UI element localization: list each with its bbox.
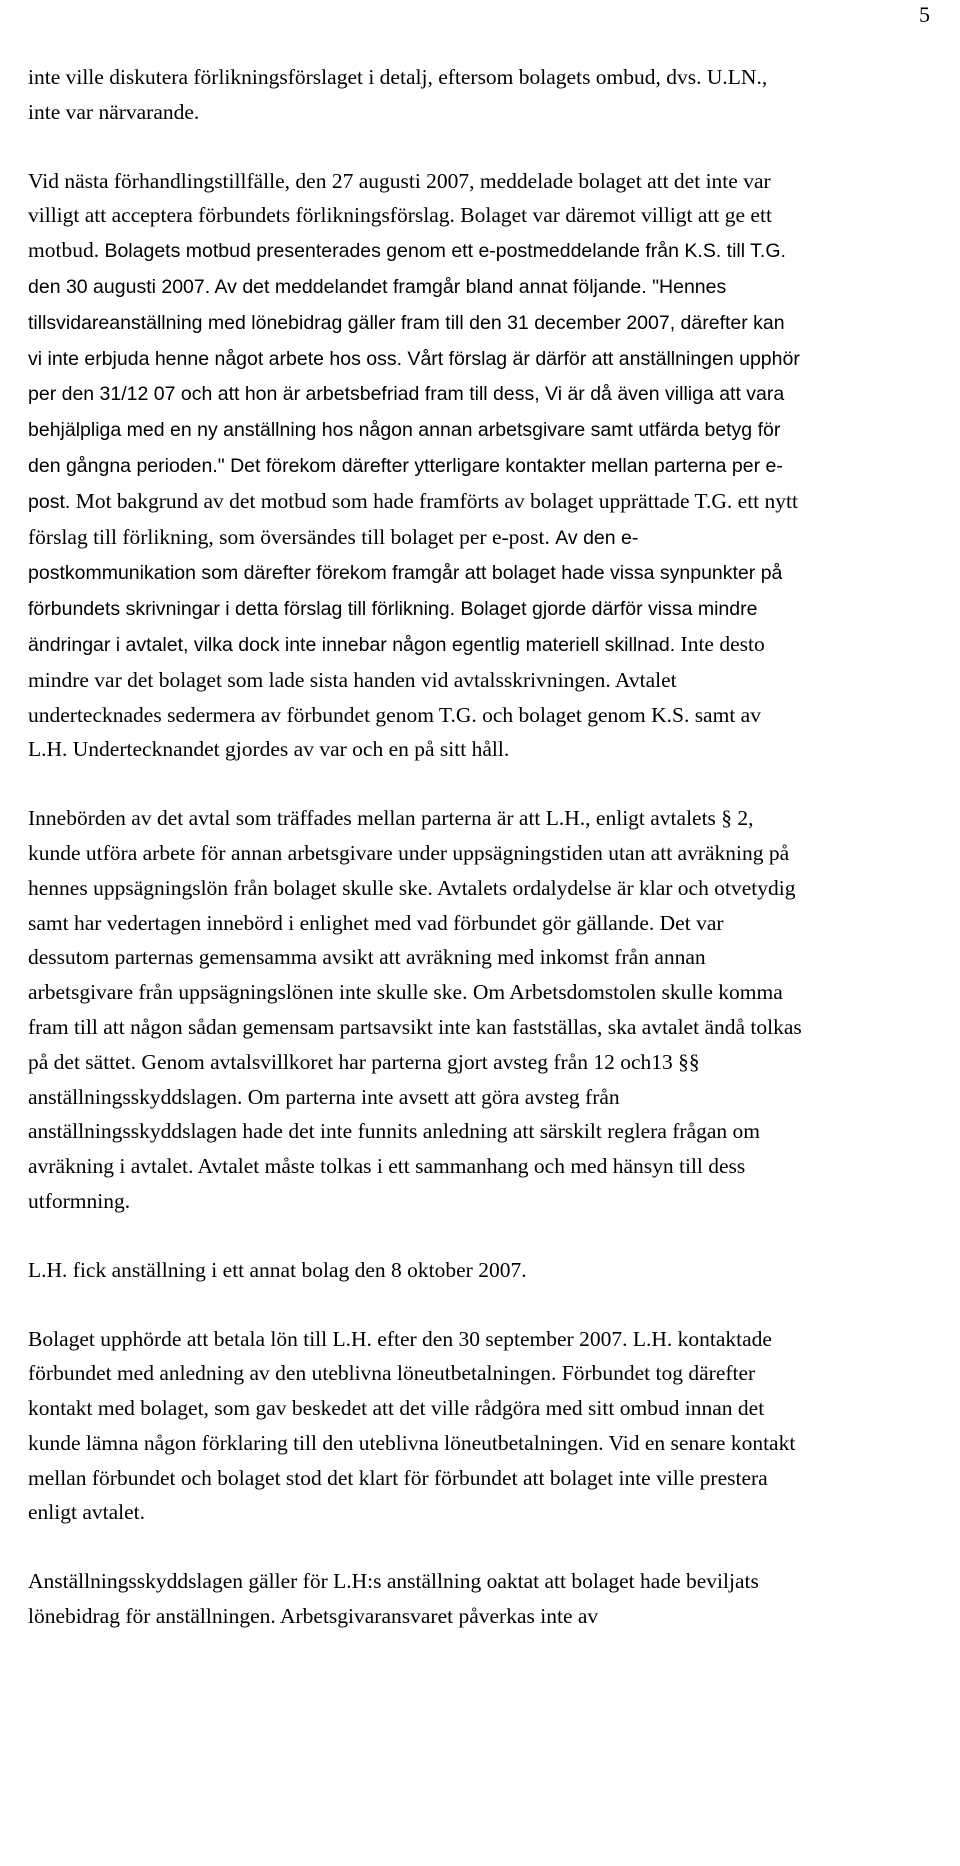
text-run: L.H. fick anställning i ett annat bolag den 8 oktober 2007. (28, 1257, 527, 1282)
text-run: Innebörden av det avtal som träffades mellan parterna är att L.H., enligt avtalets § 2, kunde utföra arbete för annan arbetsgivare under uppsägningstiden utan att avräkning på hennes uppsägningslön från bolaget skulle ske. Avtalets ordalydelse är klar och otvetydig samt har vedertagen innebörd i enlighet med vad förbundet gör gällande. Det var dessutom parternas gemensamma avsikt att avräkning med inkomst från annan arbetsgivare från uppsägningslönen inte skulle ske. Om Arbetsdomstolen skulle komma fram till att någon sådan gemensam partsavsikt inte kan fastställas, ska avtalet ändå tolkas på det sättet. Genom avtalsvillkoret har parterna gjort avsteg från 12 och13 §§ anställningsskyddslagen. Om parterna inte avsett att göra avsteg från anställningsskyddslagen hade det inte funnits anledning att särskilt reglera frågan om avräkning i avtalet. Avtalet måste tolkas i ett sammanhang och med hänsyn till dess utformning. (28, 806, 802, 1213)
paragraph (28, 801, 803, 1219)
paragraph-gap (28, 1530, 803, 1564)
paragraph-gap (28, 1219, 803, 1253)
page-number: 5 (919, 2, 930, 27)
paragraph (28, 1322, 803, 1531)
text-run: Bolagets motbud presenterades genom ett e-postmeddelande från K.S. till T.G. den 30 augusti 2007. Av det meddelandet framgår bland annat följande. "Hennes tillsvidareanställning med lönebidrag gäller fram till den 31 december 2007, därefter kan vi inte erbjuda henne något arbete hos oss. Vårt förslag är därför att anställningen upphör per den 31/12 07 och att hon är arbetsbefriad fram till dess, Vi är då även villiga att vara behjälpliga med en ny anställning hos någon annan arbetsgivare samt utfärda betyg för den gångna perioden." Det förekom därefter ytterligare kontakter mellan parterna per e-post. (28, 240, 800, 513)
paragraph (28, 1564, 803, 1634)
paragraph (28, 60, 803, 130)
paragraph-gap (28, 130, 803, 164)
paragraph (28, 164, 803, 768)
paragraph-gap (28, 767, 803, 801)
text-run: Av den e-postkommunikation som därefter förekom framgår att bolaget hade vissa synpunkter på förbundets skrivningar i detta förslag till förlikning. Bolaget gjorde därför vissa mindre ändringar i avtalet, vilka dock inte innebar någon egentlig materiell skillnad. (28, 526, 783, 656)
text-run: Bolaget upphörde att betala lön till L.H. efter den 30 september 2007. L.H. kontaktade förbundet med anledning av den uteblivna löneutbetalningen. Förbundet tog därefter kontakt med bolaget, som gav beskedet att det ville rådgöra med sitt ombud innan det kunde lämna någon förklaring till den uteblivna löneutbetalningen. Vid en senare kontakt mellan förbundet och bolaget stod det klart för förbundet att bolaget inte ville prestera enligt avtalet. (28, 1326, 796, 1525)
text-run: inte ville diskutera förlikningsförslaget i detalj, eftersom bolagets ombud, dvs. U.LN., inte var närvarande. (28, 65, 768, 124)
paragraph-gap (28, 1288, 803, 1322)
paragraph (28, 1253, 803, 1288)
text-run: Mot bakgrund av det motbud som hade framförts av bolaget upprättade T.G. ett nytt förslag till förlikning, som översändes till bolaget per e-post. (28, 488, 798, 549)
text-run: Inte desto mindre var det bolaget som lade sista handen vid avtalsskrivningen. Avtalet undertecknades sedermera av förbundet genom T.G. och bolaget genom K.S. samt av L.H. Undertecknandet gjordes av var och en på sitt håll. (28, 631, 765, 762)
text-run: Anställningsskyddslagen gäller för L.H:s anställning oaktat att bolaget hade beviljats lönebidrag för anställningen. Arbetsgivaransvaret påverkas inte av (28, 1569, 759, 1629)
document-body (28, 60, 803, 1634)
text-run: Vid nästa förhandlingstillfälle, den 27 augusti 2007, meddelade bolaget att det inte var villigt att acceptera förbundets förlikningsförslag. Bolaget var däremot villigt att ge ett motbud. (28, 168, 772, 263)
